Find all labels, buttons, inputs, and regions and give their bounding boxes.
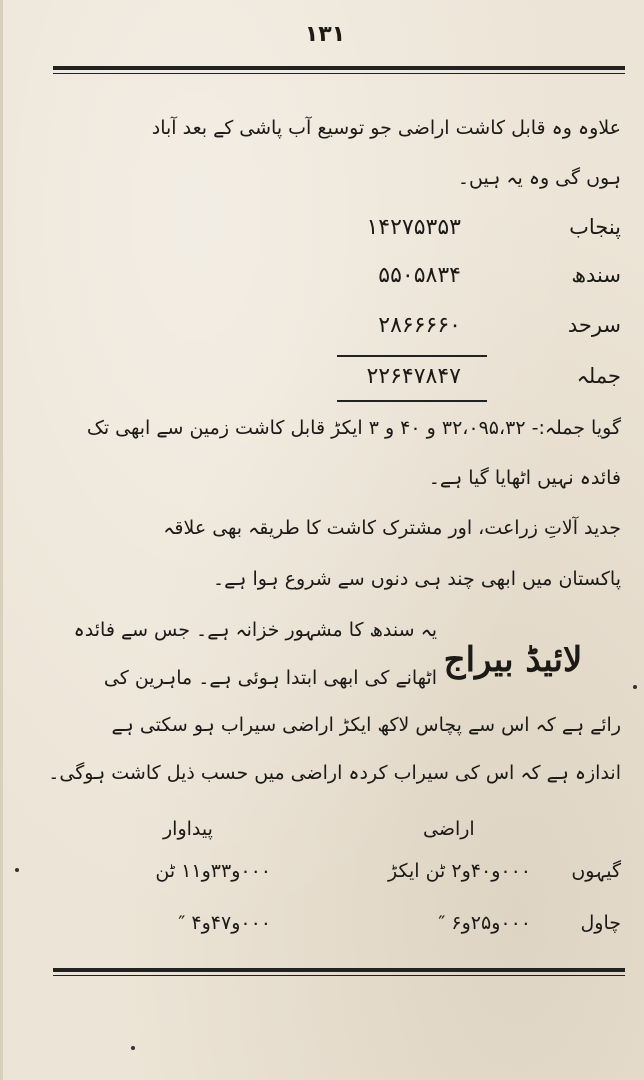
crop-land: ۰۰۰و۴۰و۲ ٹن ایکڑ [387, 860, 531, 882]
barrage-line-2: اٹھانے کی ابھی ابتدا ہوئی ہے۔ ماہرین کی [103, 667, 437, 689]
region-value: ۱۴۲۷۵۳۵۳ [366, 215, 461, 240]
summary-line-1: گویا جملہ:- ۳۲،۰۹۵،۳۲ و ۴۰ و ۳ ایکڑ قابل کاشت زمین سے ابھی تک [86, 417, 621, 439]
total-label: جملہ [576, 364, 621, 388]
crop-land: ۰۰۰و۲۵و۶ ″ [438, 912, 531, 934]
summary-line-2: فائدہ نہیں اٹھایا گیا ہے۔ [428, 467, 621, 489]
column-head-yield: پیداوار [163, 818, 213, 840]
region-row-sarhad [141, 313, 621, 347]
region-name: سندھ [571, 263, 621, 287]
sum-rule-bottom [337, 400, 487, 402]
top-rule [53, 66, 625, 74]
crop-row-rice [31, 912, 621, 942]
crop-name: گیہوں [571, 860, 621, 882]
region-row-punjab [141, 215, 621, 249]
barrage-line-3: رائے ہے کہ اس سے پچاس لاکھ ایکڑ اراضی سیراب ہو سکتی ہے [111, 714, 621, 736]
modern-line-2: پاکستان میں ابھی چند ہی دنوں سے شروع ہوا ہے۔ [213, 568, 621, 590]
sum-rule-top [337, 355, 487, 357]
column-head-land: اراضی [423, 818, 475, 840]
intro-line-2: ہوں گی وہ یہ ہیں۔ [457, 167, 621, 189]
crop-row-wheat [31, 860, 621, 890]
lloyd-barrage-heading [443, 625, 583, 695]
region-name: پنجاب [569, 215, 621, 239]
print-speck [131, 1046, 135, 1050]
region-name: سرحد [567, 313, 621, 337]
region-value: ۵۵۰۵۸۳۴ [378, 263, 461, 288]
page-number: ۱۳۱ [304, 22, 346, 47]
print-speck [633, 685, 637, 689]
region-value: ۲۸۶۶۶۶۰ [378, 313, 461, 338]
crop-name: چاول [580, 912, 621, 934]
crop-yield: ۰۰۰و۳۳و۱۱ ٹن [155, 860, 271, 882]
region-row-sindh [141, 263, 621, 297]
barrage-line-4: اندازہ ہے کہ اس کی سیراب کردہ اراضی میں حسب ذیل کاشت ہوگی۔ [48, 762, 621, 784]
intro-line-1: علاوہ وہ قابل کاشت اراضی جو توسیع آب پاشی کے بعد آباد [151, 117, 621, 139]
modern-line-1: جدید آلاتِ زراعت، اور مشترک کاشت کا طریقہ بھی علاقہ [163, 517, 621, 539]
bottom-rule [53, 968, 625, 976]
barrage-line-1: یہ سندھ کا مشہور خزانہ ہے۔ جس سے فائدہ [73, 619, 437, 641]
total-value: ۲۲۶۴۷۸۴۷ [366, 364, 461, 389]
print-speck [15, 868, 19, 872]
crop-yield: ۰۰۰و۴۷و۴ ″ [178, 912, 271, 934]
heading-text: لائیڈ بیراج [443, 640, 583, 680]
region-row-total [141, 364, 621, 398]
